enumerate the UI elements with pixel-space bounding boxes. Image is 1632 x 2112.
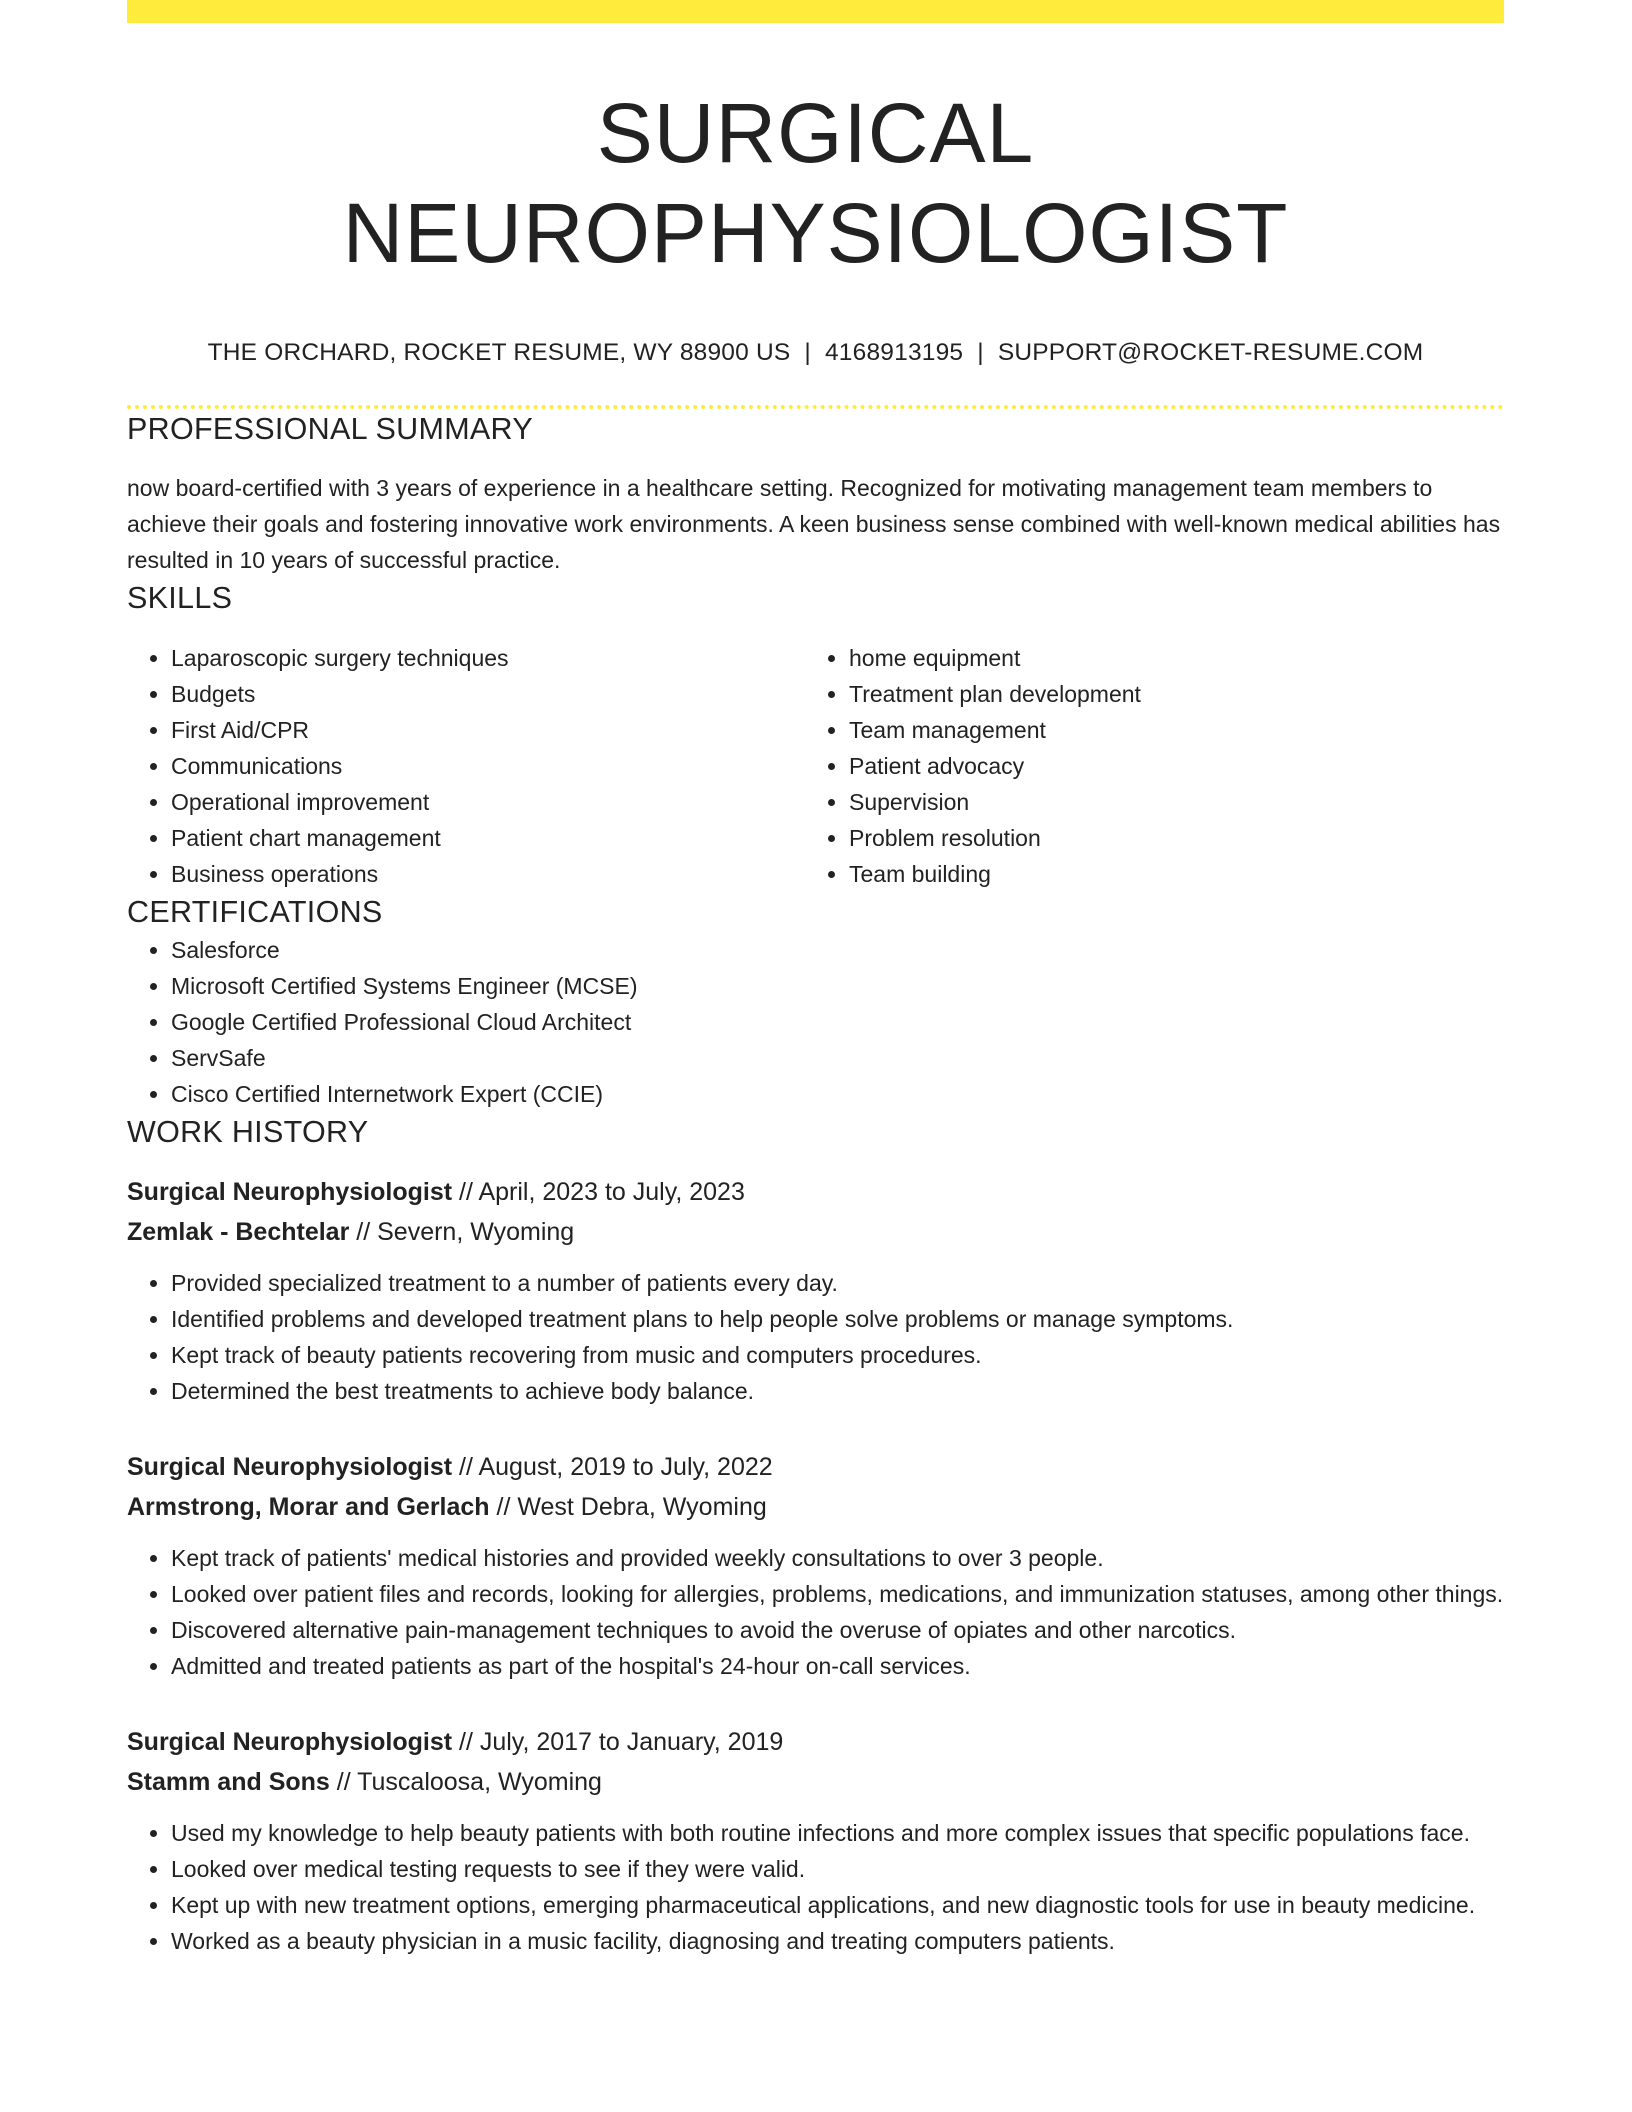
- job-role: Surgical Neurophysiologist: [127, 1178, 453, 1206]
- job-role-line: [127, 1447, 1504, 1487]
- job-company: Stamm and Sons: [127, 1768, 330, 1796]
- resume-name: SURGICAL NEUROPHYSIOLOGIST: [342, 86, 1289, 280]
- certification-item: • Microsoft Certified Systems Engineer (MCSE): [171, 968, 1504, 1004]
- duty-item: • Discovered alternative pain-management techniques to avoid the overuse of opiates and other narcotics.: [171, 1612, 1504, 1648]
- certification-item: • Google Certified Professional Cloud Architect: [171, 1004, 1504, 1040]
- certifications-heading: CERTIFICATIONS: [127, 895, 383, 929]
- certification-item: • Cisco Certified Internetwork Expert (CCIE): [171, 1076, 1504, 1112]
- job-dates: // July, 2017 to January, 2019: [459, 1728, 784, 1756]
- duty-item: • Determined the best treatments to achieve body balance.: [171, 1373, 1504, 1409]
- job-company: Armstrong, Morar and Gerlach: [127, 1493, 490, 1521]
- summary-text: now board-certified with 3 years of experience in a healthcare setting. Recognized for motivating management team members to achieve their goals and fostering innovative work environments. A keen business sense combined with well-known medical abilities has resulted in 10 years of successful practice.: [127, 475, 1501, 573]
- skills-grid: [127, 640, 1504, 892]
- skills-column-right: [805, 640, 1483, 892]
- job-role: Surgical Neurophysiologist: [127, 1453, 453, 1481]
- certification-item: • ServSafe: [171, 1040, 1504, 1076]
- contact-phone: 4168913195: [824, 339, 964, 366]
- skill-item: • Treatment plan development: [849, 676, 1483, 712]
- skill-item: • Operational improvement: [171, 784, 805, 820]
- skill-item: • Supervision: [849, 784, 1483, 820]
- duty-item: • Kept track of patients' medical histories and provided weekly consultations to over 3 people.: [171, 1540, 1504, 1576]
- skill-item: • Budgets: [171, 676, 805, 712]
- job-company-line: [127, 1487, 1504, 1527]
- contact-separator: |: [804, 339, 811, 366]
- job-location: // Tuscaloosa, Wyoming: [336, 1768, 602, 1796]
- skill-item: • Communications: [171, 748, 805, 784]
- skills-heading: SKILLS: [127, 581, 233, 615]
- resume-page: [127, 0, 1504, 1959]
- job-location: // Severn, Wyoming: [356, 1218, 575, 1246]
- skill-item: • home equipment: [849, 640, 1483, 676]
- contact-line: [127, 337, 1504, 369]
- duty-item: • Admitted and treated patients as part of the hospital's 24-hour on-call services.: [171, 1648, 1504, 1684]
- duty-item: • Provided specialized treatment to a number of patients every day.: [171, 1265, 1504, 1301]
- skill-item: • Patient chart management: [171, 820, 805, 856]
- work-history-heading: WORK HISTORY: [127, 1115, 369, 1149]
- job-duties: [127, 1815, 1504, 1959]
- job-location: // West Debra, Wyoming: [496, 1493, 767, 1521]
- duty-item: • Kept track of beauty patients recovering from music and computers procedures.: [171, 1337, 1504, 1373]
- job-entry: [127, 1447, 1504, 1684]
- skill-item: • Patient advocacy: [849, 748, 1483, 784]
- skill-item: • First Aid/CPR: [171, 712, 805, 748]
- job-role-line: [127, 1172, 1504, 1212]
- job-company-line: [127, 1212, 1504, 1252]
- contact-separator: |: [977, 339, 984, 366]
- accent-bar: [127, 0, 1504, 23]
- summary-heading: PROFESSIONAL SUMMARY: [127, 412, 533, 446]
- duty-item: • Kept up with new treatment options, emerging pharmaceutical applications, and new diagnostic tools for use in beauty medicine.: [171, 1887, 1504, 1923]
- job-role: Surgical Neurophysiologist: [127, 1728, 453, 1756]
- job-dates: // April, 2023 to July, 2023: [459, 1178, 745, 1206]
- job-role-line: [127, 1722, 1504, 1762]
- contact-email: SUPPORT@ROCKET-RESUME.COM: [997, 339, 1424, 366]
- duty-item: • Worked as a beauty physician in a music facility, diagnosing and treating computers patients.: [171, 1923, 1504, 1959]
- job-entry: [127, 1722, 1504, 1959]
- skill-item: • Team building: [849, 856, 1483, 892]
- job-duties: [127, 1540, 1504, 1684]
- duty-item: • Looked over patient files and records, looking for allergies, problems, medications, and immunization statuses, among other things.: [171, 1576, 1504, 1612]
- skill-item: • Business operations: [171, 856, 805, 892]
- skill-item: • Problem resolution: [849, 820, 1483, 856]
- job-duties: [127, 1265, 1504, 1409]
- duty-item: • Identified problems and developed treatment plans to help people solve problems or manage symptoms.: [171, 1301, 1504, 1337]
- certification-item: • Salesforce: [171, 932, 1504, 968]
- duty-item: • Looked over medical testing requests to see if they were valid.: [171, 1851, 1504, 1887]
- duty-item: • Used my knowledge to help beauty patients with both routine infections and more complex issues that specific populations face.: [171, 1815, 1504, 1851]
- skills-list-right: [805, 640, 1483, 892]
- job-company-line: [127, 1762, 1504, 1802]
- skill-item: • Team management: [849, 712, 1483, 748]
- job-entry: [127, 1172, 1504, 1409]
- skill-item: • Laparoscopic surgery techniques: [171, 640, 805, 676]
- job-company: Zemlak - Bechtelar: [127, 1218, 350, 1246]
- job-dates: // August, 2019 to July, 2022: [459, 1453, 773, 1481]
- skills-column-left: [127, 640, 805, 892]
- contact-address: THE ORCHARD, ROCKET RESUME, WY 88900 US: [207, 339, 791, 366]
- skills-list-left: [127, 640, 805, 892]
- certifications-list: [127, 932, 1504, 1112]
